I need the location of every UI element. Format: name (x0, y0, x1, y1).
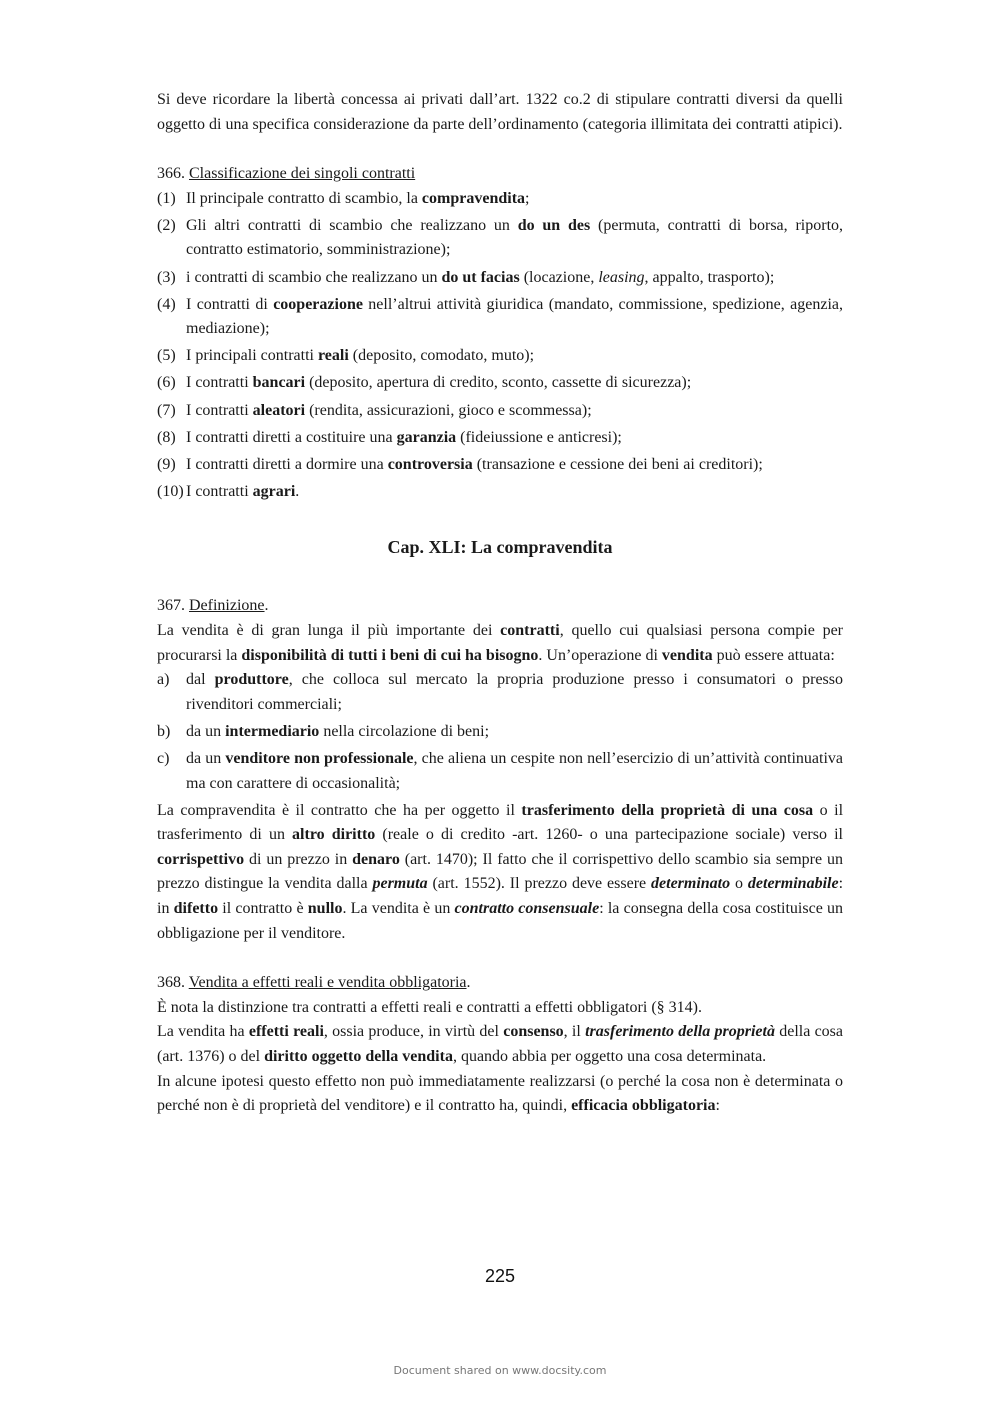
list-marker: a) (157, 671, 170, 689)
list-item (157, 293, 843, 342)
bold-term: agrari (252, 482, 296, 500)
emphasis (372, 875, 427, 892)
spacer (157, 137, 843, 162)
text-run: (art. 1470); Il fatto che il corrispettivo dello scambio sia sempre un prezzo distingue la vendita dalla (157, 850, 843, 893)
footer-note: Document shared on www.docsity.com (393, 1364, 607, 1377)
text-run: (locazione, (519, 268, 599, 286)
text-run: , quando abbia per oggetto una cosa determinata. (452, 1048, 767, 1065)
real-effects-paragraph (157, 1020, 843, 1069)
text-run: . (295, 482, 300, 500)
bold-italic-term: determinato (651, 875, 731, 893)
bold-term: contratti (500, 622, 560, 639)
spacer (157, 946, 843, 971)
text-run: o il trasferimento di un (157, 801, 844, 844)
bold-term: intermediario (225, 722, 320, 740)
text-run: , quello cui qualsiasi persona compie per procurarsi la (157, 622, 844, 664)
text-run: da un (186, 722, 226, 740)
text-run: (deposito, comodato, muto); (348, 347, 535, 365)
bold-italic-term: determinabile (747, 875, 839, 893)
bold-term: efficacia obbligatoria (571, 1097, 716, 1115)
bold-term: bancari (252, 374, 306, 392)
text-run: (deposito, apertura di credito, sconto, cassette di sicurezza); (305, 374, 692, 392)
text-run: il contratto è (218, 900, 308, 918)
bold-term: diritto oggetto della vendita (264, 1048, 453, 1065)
bold-term: effetti reali (248, 1023, 324, 1041)
text-run: Il principale contratto di scambio, la (186, 189, 422, 207)
distinction-paragraph (157, 996, 843, 1021)
text-run: I contratti di (186, 295, 274, 313)
list-marker: (1) (157, 189, 176, 207)
text-run: La compravendita è il contratto che ha per oggetto il (157, 801, 522, 819)
text-run: , che aliena un cespite non nell’esercizio di un’attività continuativa ma con carattere di occasionalità; (186, 749, 843, 792)
text-run: : in (157, 875, 844, 918)
list-item (157, 426, 843, 451)
list-item (157, 668, 843, 717)
list-item (157, 453, 843, 478)
section-title: Vendita a effetti reali e vendita obbligatoria (188, 974, 467, 992)
text-run: o (730, 875, 748, 893)
text-run: . La vendita è un (342, 900, 455, 918)
text-run: (reale o di credito -art. 1260- o una partecipazione sociale) verso il (375, 826, 843, 844)
list-marker: (2) (157, 216, 176, 234)
emphasis (585, 1023, 775, 1040)
text-run: (rendita, assicurazioni, gioco e scommessa); (305, 401, 592, 419)
bold-term: disponibilità di tutti i beni di cui ha bisogno (241, 646, 539, 664)
text-run: La vendita è di gran lunga il più importante dei (157, 622, 501, 639)
text-run: . Un’operazione di (538, 646, 662, 664)
bold-term: do un des (517, 216, 591, 234)
text-run: (transazione e cessione dei beni ai creditori); (472, 455, 763, 473)
text-run: I contratti (186, 401, 253, 419)
list-marker: (4) (157, 295, 176, 313)
text-run: ; (525, 189, 530, 207)
text-run: di un prezzo in (244, 850, 353, 868)
text-run: (fideiussione e anticresi); (456, 428, 622, 446)
list-item (157, 747, 843, 796)
bold-term: controversia (387, 455, 473, 473)
text-run: , che colloca sul mercato la propria produzione presso i consumatori o presso rivenditori commerciali; (186, 671, 844, 713)
section-title-suffix: . (466, 974, 471, 992)
bold-term: compravendita (421, 189, 526, 207)
section-title-suffix: . (264, 597, 269, 615)
bold-term: do ut facias (441, 268, 520, 286)
section-number: 366. (157, 165, 185, 183)
bold-term: corrispettivo (157, 850, 245, 868)
compravendita-paragraph (157, 799, 843, 947)
text-run: I contratti (186, 374, 253, 392)
bold-term: venditore non professionale (225, 749, 414, 767)
section-368-heading (157, 971, 843, 996)
italic-term: leasing (598, 268, 645, 286)
bold-term: altro diritto (292, 826, 376, 844)
text-run: può essere attuata: (712, 646, 835, 664)
list-marker: (8) (157, 428, 176, 446)
text-run: , il (563, 1023, 586, 1041)
text-run: Gli altri contratti di scambio che realizzano un (186, 216, 518, 234)
list-item (157, 344, 843, 369)
text-run: In alcune ipotesi questo effetto non può immediatamente realizzarsi (o perché la cosa non è determinata o perché non è di proprietà del venditore) e il contratto ha, quindi, (157, 1072, 843, 1115)
text-run: nell’altrui attività giuridica (mandato, commissione, spedizione, agenzia, mediazione); (186, 295, 844, 338)
bold-term: garanzia (396, 428, 457, 446)
page-body (157, 88, 843, 1119)
list-item (157, 720, 843, 745)
text-run: i contratti di scambio che realizzano un (186, 268, 442, 286)
bold-term: cooperazione (273, 295, 363, 313)
chapter-title: Cap. XLI: La compravendita (387, 537, 613, 558)
bold-term: reali (317, 347, 349, 365)
text-run: (art. 1552). Il prezzo deve essere (427, 875, 652, 893)
list-marker: (7) (157, 401, 176, 419)
section-367-heading (157, 594, 843, 619)
bold-term: trasferimento della proprietà di una cosa (521, 801, 814, 819)
text-run: I contratti diretti a dormire una (186, 455, 388, 473)
text-run: nella circolazione di beni; (319, 722, 490, 740)
bold-italic-term: contratto consensuale (454, 900, 600, 918)
list-marker: (9) (157, 455, 176, 473)
list-marker: (10) (157, 482, 184, 500)
section-366-heading (157, 162, 843, 187)
text-run: da un (186, 749, 226, 767)
contract-classification-list (157, 187, 843, 505)
bold-italic-term: trasferimento della proprietà (585, 1023, 775, 1041)
text-run: , ossia produce, in virtù del (323, 1023, 504, 1041)
list-marker: (6) (157, 374, 176, 392)
bold-term: denaro (352, 850, 400, 868)
emphasis (455, 900, 600, 917)
list-item (157, 214, 843, 263)
emphasis (748, 875, 839, 892)
text-run: : (715, 1097, 720, 1115)
page-number: 225 (484, 1266, 516, 1286)
text-run: I contratti (186, 482, 253, 500)
text-run: della cosa (art. 1376) o del (157, 1023, 844, 1065)
list-item (157, 371, 843, 396)
bold-term: vendita (661, 646, 713, 664)
section-number: 367. (157, 597, 185, 615)
bold-term: difetto (173, 900, 219, 918)
bold-term: nullo (307, 900, 343, 918)
section-title: Definizione (189, 597, 265, 615)
text-run: I contratti diretti a costituire una (186, 428, 397, 446)
obligatory-effects-paragraph (157, 1070, 843, 1119)
list-item (157, 480, 843, 505)
section-title: Classificazione dei singoli contratti (189, 165, 416, 183)
list-item (157, 187, 843, 212)
intro-paragraph: Si deve ricordare la libertà concessa ai privati dall’art. 1322 co.2 di stipulare contratti diversi da quelli oggetto di una specifica considerazione da parte dell’ordinamento (categoria illimitata dei contratti atipici). (157, 91, 843, 133)
list-marker: (3) (157, 268, 176, 286)
text-run: (permuta, contratti di borsa, riporto, contratto estimatorio, somministrazione); (186, 216, 844, 259)
text-run: È nota la distinzione tra contratti a effetti reali e contratti a effetti obbligatori (§ 314). (157, 998, 702, 1016)
list-marker: (5) (157, 347, 176, 365)
list-marker: b) (157, 722, 171, 740)
list-item (157, 399, 843, 424)
seller-types-list (157, 668, 843, 796)
text-run: I principali contratti (186, 347, 318, 365)
bold-italic-term: permuta (372, 875, 428, 893)
bold-term: aleatori (252, 401, 306, 419)
text-run: dal (186, 671, 215, 689)
emphasis (651, 875, 730, 892)
text-run: , appalto, trasporto); (644, 268, 775, 286)
text-run: : la consegna della cosa costituisce un obbligazione per il venditore. (157, 900, 843, 942)
list-item (157, 266, 843, 291)
bold-term: consenso (503, 1023, 564, 1041)
section-number: 368. (157, 974, 185, 992)
bold-term: produttore (214, 671, 289, 689)
list-marker: c) (157, 749, 170, 767)
text-run: La vendita ha (157, 1023, 249, 1041)
definition-paragraph (157, 619, 843, 668)
